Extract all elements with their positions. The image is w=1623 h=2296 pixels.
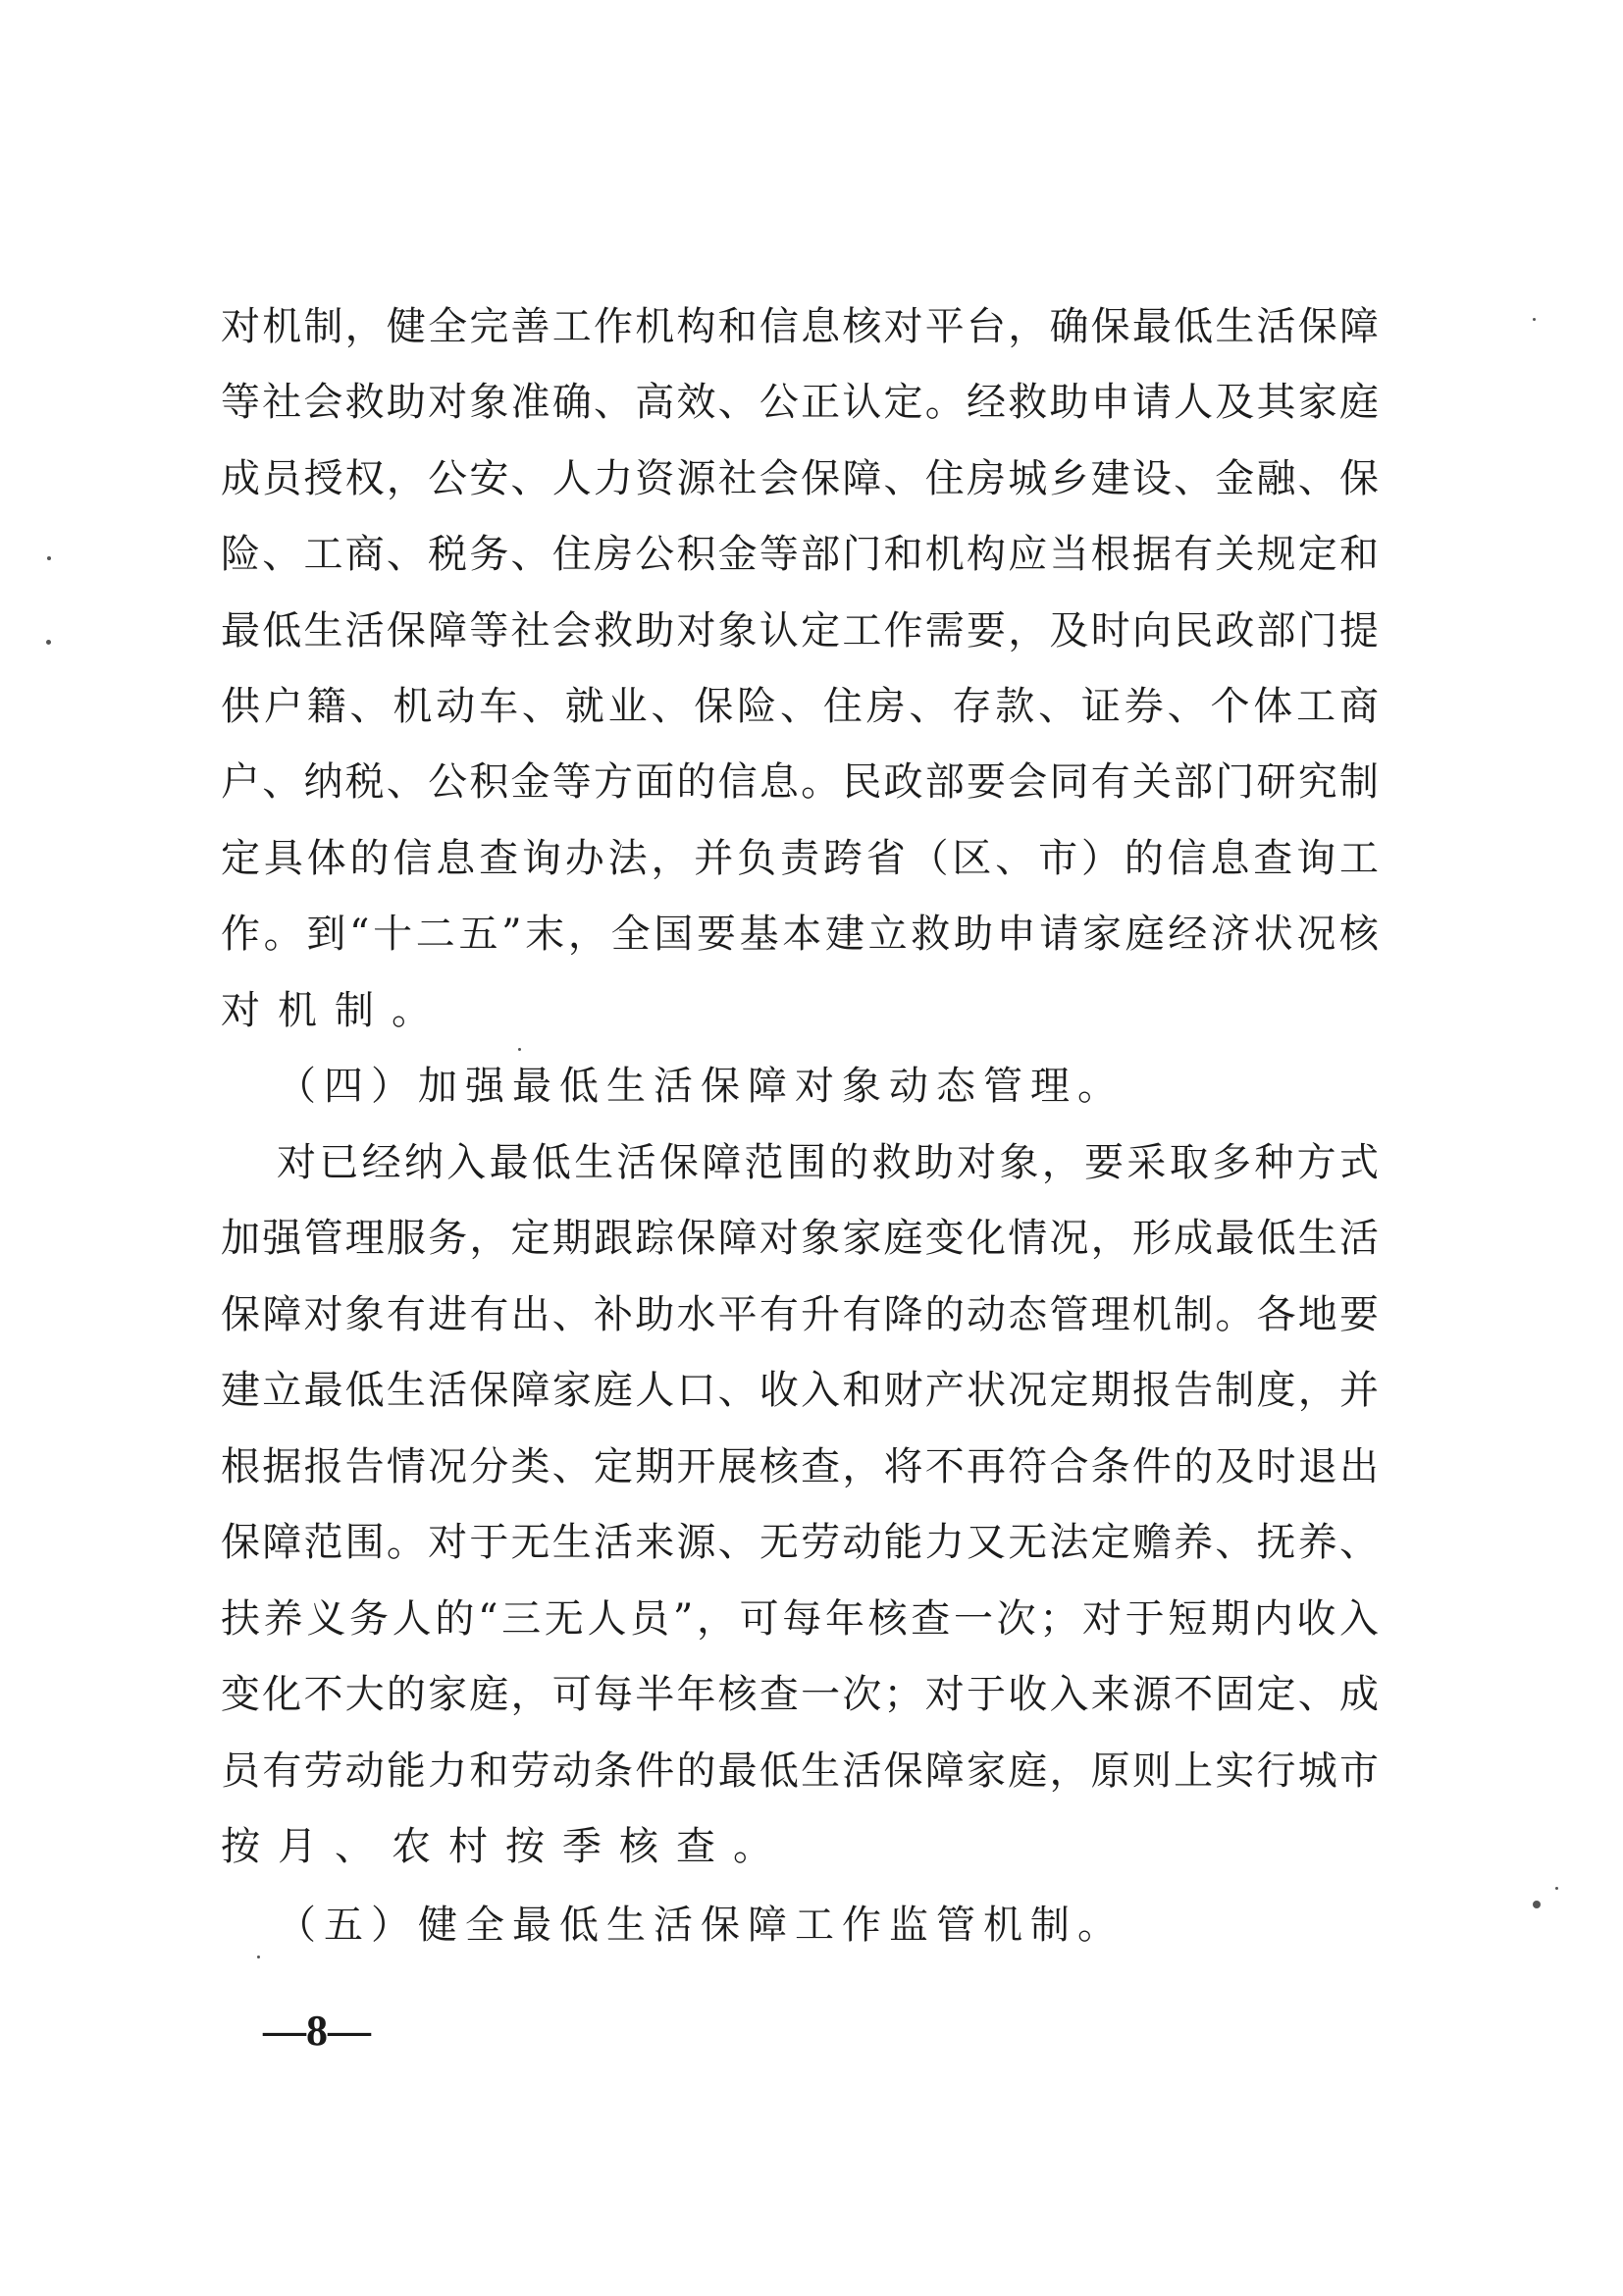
body-line: 供户籍、机动车、就业、保险、住房、存款、证券、个体工商 bbox=[221, 684, 1379, 729]
scan-speck bbox=[1533, 318, 1536, 321]
body-line: 扶养义务人的“三无人员”，可每年核查一次；对于短期内收入 bbox=[221, 1596, 1379, 1642]
body-line: 保障对象有进有出、补助水平有升有降的动态管理机制。各地要 bbox=[221, 1292, 1379, 1337]
scan-speck bbox=[46, 640, 51, 645]
scan-speck bbox=[1533, 1901, 1541, 1908]
body-line: 作。到“十二五”末，全国要基本建立救助申请家庭经济状况核 bbox=[221, 912, 1379, 957]
body-line: 员有劳动能力和劳动条件的最低生活保障家庭，原则上实行城市 bbox=[221, 1748, 1379, 1794]
paragraph-last-line: 对机制。 bbox=[221, 988, 448, 1033]
body-line: 根据报告情况分类、定期开展核查，将不再符合条件的及时退出 bbox=[221, 1444, 1379, 1489]
body-line: 对机制，健全完善工作机构和信息核对平台，确保最低生活保障 bbox=[221, 304, 1379, 349]
body-line: 险、工商、税务、住房公积金等部门和机构应当根据有关规定和 bbox=[221, 532, 1379, 577]
body-line: 变化不大的家庭，可每半年核查一次；对于收入来源不固定、成 bbox=[221, 1672, 1379, 1717]
section-heading-5: （五）健全最低生活保障工作监管机制。 bbox=[277, 1903, 1125, 1948]
body-line: 成员授权，公安、人力资源社会保障、住房城乡建设、金融、保 bbox=[221, 456, 1379, 501]
body-line: 定具体的信息查询办法，并负责跨省（区、市）的信息查询工 bbox=[221, 836, 1379, 881]
body-line: 加强管理服务，定期跟踪保障对象家庭变化情况，形成最低生活 bbox=[221, 1216, 1379, 1261]
paragraph-first-line: 对已经纳入最低生活保障范围的救助对象，要采取多种方式 bbox=[277, 1140, 1379, 1185]
scan-speck bbox=[257, 1956, 260, 1958]
body-line: 户、纳税、公积金等方面的信息。民政部要会同有关部门研究制 bbox=[221, 759, 1379, 805]
body-line: 建立最低生活保障家庭人口、收入和财产状况定期报告制度，并 bbox=[221, 1368, 1379, 1413]
scan-speck bbox=[1555, 1887, 1558, 1890]
scan-speck bbox=[518, 1048, 521, 1051]
body-line: 保障范围。对于无生活来源、无劳动能力又无法定赡养、抚养、 bbox=[221, 1520, 1379, 1565]
body-line: 最低生活保障等社会救助对象认定工作需要，及时向民政部门提 bbox=[221, 608, 1379, 653]
body-line: 等社会救助对象准确、高效、公正认定。经救助申请人及其家庭 bbox=[221, 380, 1379, 425]
page-number: —8— bbox=[263, 2007, 371, 2055]
section-heading-4: （四）加强最低生活保障对象动态管理。 bbox=[277, 1064, 1125, 1109]
scan-speck bbox=[47, 556, 51, 560]
paragraph-last-line: 按月、农村按季核查。 bbox=[221, 1824, 790, 1869]
